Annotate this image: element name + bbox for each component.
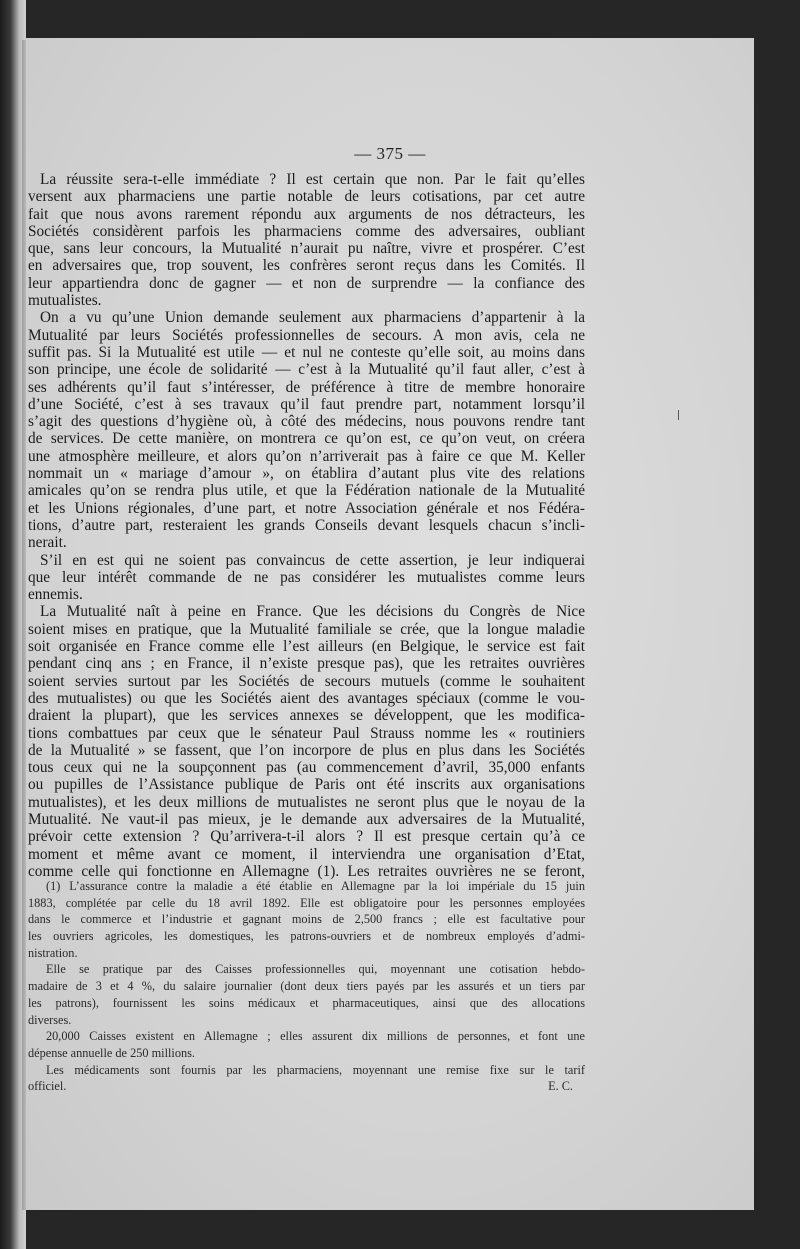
- body-text-line: pendant cinq ans ; en France, il n’existe presque pas), que les retraites ouvrières: [28, 655, 585, 673]
- footnote-line: madaire de 3 et 4 %, du salaire journalier (dont deux tiers payés par les assurés et un tiers par: [28, 979, 585, 994]
- body-text-line: versent aux pharmaciens une partie notable de leurs cotisations, par cet autre: [28, 188, 585, 206]
- body-text-line: des mutualistes) ou que les Sociétés aient des avantages spéciaux (comme le vou-: [28, 689, 585, 707]
- body-text-line: de services. De cette manière, on montrera ce qu’on est, ce qu’on veut, on créera: [28, 430, 585, 448]
- body-text-line: mutualistes), et les deux millions de mutualistes ne seront plus que le noyau de la: [28, 793, 585, 811]
- body-text-line: ou pupilles de l’Assistance publique de Paris ont été inscrits aux organisations: [28, 776, 585, 794]
- body-text-line: d’une Société, c’est à ses travaux qu’il faut prendre part, notamment lorsqu’il: [28, 395, 585, 413]
- footnote-line: diverses.: [28, 1012, 72, 1027]
- footnote-line: 1883, complétée par celle du 18 avril 1892. Elle est obligatoire pour les personnes employées: [28, 895, 585, 910]
- body-text-line: Sociétés considèrent parfois les pharmaciens comme des adversaires, oubliant: [28, 222, 585, 240]
- footnote-line: les ouvriers agricoles, les domestiques, les patrons-ouvriers et de nombreux employés d’admi-: [28, 929, 585, 944]
- body-text-line: ennemis.: [28, 586, 83, 604]
- footnote-line: dépense annuelle de 250 millions.: [28, 1045, 195, 1060]
- body-text-line: et les Unions régionales, d’une part, et notre Association générale et nos Fédéra-: [28, 499, 585, 517]
- footnote: [28, 878, 585, 1095]
- footnote-line: [28, 1078, 585, 1095]
- body-text-line: Mutualité. Ne vaut-il pas mieux, je le demande aux adversaires de la Mutualité,: [28, 810, 585, 828]
- scan-background: [754, 0, 800, 1249]
- body-text-line: que, sans leur concours, la Mutualité n’aurait pu naître, vivre et prospérer. C’est: [28, 240, 585, 258]
- footnote-line: Elle se pratique par des Caisses professionnelles qui, moyennant une cotisation hebdo-: [46, 962, 585, 977]
- body-text: [28, 171, 585, 880]
- body-text-line: fait que nous avons rarement répondu aux arguments de nos détracteurs, les: [28, 205, 585, 223]
- body-text-line: suffit pas. Si la Mutualité est utile — et nul ne conteste qu’elle soit, au moins dans: [28, 343, 585, 361]
- body-text-line: tous ceux qui ne la soupçonnent pas (au commencement d’avril, 35,000 enfants: [28, 759, 585, 777]
- footnote-line: Les médicaments sont fournis par les pharmaciens, moyennant une remise fixe sur le tarif: [46, 1062, 585, 1077]
- body-text-line: mutualistes.: [28, 292, 102, 310]
- book-page: [26, 38, 754, 1210]
- page-number: — 375 —: [354, 144, 426, 163]
- footnote-line: les patrons), fournissent les soins médicaux et pharmaceutiques, ainsi que des allocations: [28, 995, 585, 1010]
- body-text-line: son principe, une école de solidarité — c’est à la Mutualité qu’il faut aller, c’est à: [28, 361, 585, 379]
- body-text-line: La réussite sera-t-elle immédiate ? Il est certain que non. Par le fait qu’elles: [40, 171, 585, 188]
- body-text-line: s’agit des questions d’hygiène où, à côté des médecins, nous pouvons rendre tant: [28, 413, 585, 431]
- body-text-line: moment et même avant ce moment, il interviendra une organisation d’Etat,: [28, 845, 585, 863]
- body-text-line: tions combattues par ceux que le sénateur Paul Strauss nomme les « routiniers: [28, 724, 585, 742]
- footnote-line: nistration.: [28, 945, 78, 960]
- body-text-line: en adversaires que, trop souvent, les confrères seront reçus dans les Comités. Il: [28, 257, 585, 275]
- body-text-line: La Mutualité naît à peine en France. Que les décisions du Congrès de Nice: [40, 603, 585, 621]
- body-text-line: comme celle qui fonctionne en Allemagne (1). Les retraites ouvrières ne se feront,: [28, 862, 585, 880]
- body-text-line: une atmosphère meilleure, et alors qu’on n’arriverait pas à faire ce que M. Keller: [28, 447, 585, 465]
- body-text-line: soient mises en pratique, que la Mutualité familiale se crée, que la longue maladie: [28, 620, 585, 638]
- margin-mark: [678, 410, 679, 420]
- body-text-line: amicales qu’on se rendra plus utile, et que la Fédération nationale de la Mutualité: [28, 482, 585, 500]
- body-text-line: Mutualité par leurs Sociétés professionnelles de secours. A mon avis, cela ne: [28, 326, 585, 344]
- body-text-line: soit organisée en France comme elle l’est ailleurs (en Belgique, le service est fait: [28, 638, 585, 656]
- footnote-line: 20,000 Caisses existent en Allemagne ; elles assurent dix millions de personnes, et font une: [46, 1029, 585, 1044]
- body-text-line: S’il en est qui ne soient pas convaincus de cette assertion, je leur indiquerai: [40, 551, 585, 569]
- body-text-line: On a vu qu’une Union demande seulement aux pharmaciens d’appartenir à la: [40, 309, 585, 327]
- footnote-line: dans le commerce et l’industrie et gagnant moins de 2,500 francs ; elle est facultative pour: [28, 912, 585, 927]
- body-text-line: soient servies surtout par les Sociétés de secours mutuels (comme le souhaitent: [28, 672, 585, 690]
- footnote-line: (1) L’assurance contre la maladie a été établie en Allemagne par la loi impériale du 15 juin: [46, 879, 585, 893]
- body-text-line: ses adhérents qu’il faut s’intéresser, de préférence à titre de membre honoraire: [28, 378, 585, 396]
- footnote-signature: E. C.: [548, 1079, 573, 1094]
- body-text-line: prévoir cette extension ? Qu’arrivera-t-il alors ? Il est presque certain qu’à ce: [28, 828, 585, 846]
- body-text-line: tions, d’autre part, resteraient les grands Conseils devant lesquels chacun s’incli-: [28, 516, 585, 534]
- body-text-line: que leur intérêt commande de ne pas considérer les mutualistes comme leurs: [28, 568, 585, 586]
- footnote-line-text: officiel.: [28, 1079, 67, 1094]
- body-text-line: draient la plupart), que les services annexes se développent, que les modifica-: [28, 707, 585, 725]
- body-text-line: nerait.: [28, 534, 67, 552]
- body-text-line: nommait un « mariage d’amour », on établira d’autant plus vite des relations: [28, 465, 585, 483]
- body-text-line: de la Mutualité » se fassent, que l’on incorpore de plus en plus dans les Sociétés: [28, 741, 585, 759]
- body-text-line: leur appartiendra donc de gagner — et non de surprendre — la confiance des: [28, 274, 585, 292]
